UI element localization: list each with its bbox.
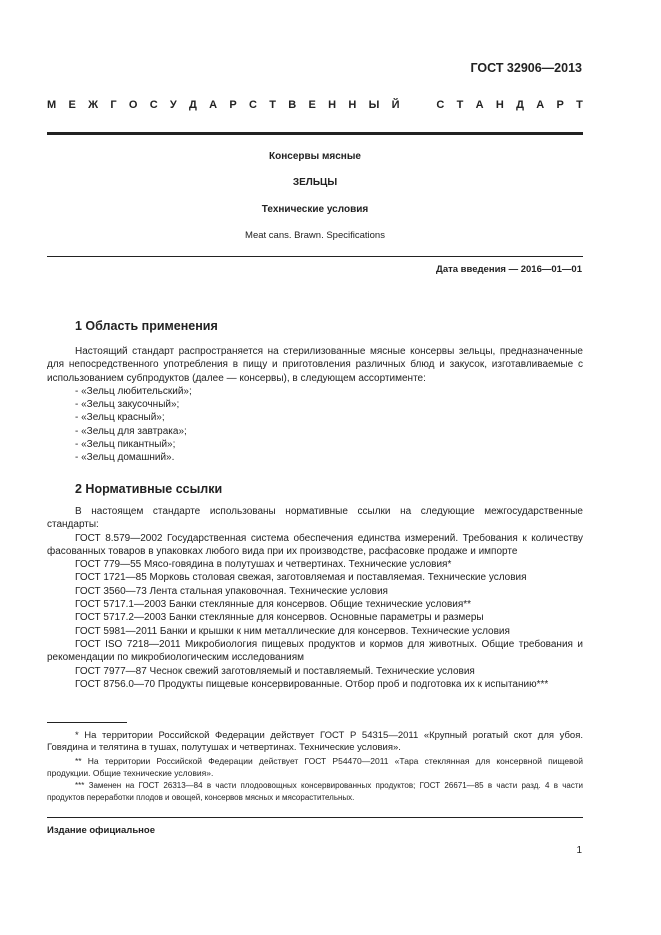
section-2-body (47, 505, 583, 691)
interstate-letter: М (47, 99, 57, 111)
interstate-letter: Д (189, 99, 197, 111)
title-english: Meat cans. Brawn. Specifications (245, 230, 385, 241)
interstate-letter: Т (456, 99, 464, 111)
footnote-1-text: * На территории Российской Федерации действует ГОСТ Р 54315—2011 «Крупный рогатый скот для убоя. Говядина и телятина в тушах, полутушах и четвертинах. Технические условия». (47, 730, 583, 753)
section-1-body (47, 345, 583, 465)
title-rule (47, 256, 583, 257)
normative-reference: ГОСТ 3560—73 Лента стальная упаковочная. Технические условия (75, 585, 388, 597)
gost-number: ГОСТ 32906—2013 (470, 61, 582, 75)
title-product-group: Консервы мясные (269, 151, 361, 162)
normative-reference: ГОСТ ISO 7218—2011 Микробиология пищевых продуктов и кормов для животных. Общие требования и рекомендации по микробиологическим исследованиям (47, 638, 583, 664)
normative-reference: ГОСТ 5717.1—2003 Банки стеклянные для консервов. Общие технические условия** (75, 599, 472, 611)
normative-reference: ГОСТ 7977—87 Чеснок свежий заготовляемый и поставляемый. Технические условия (75, 665, 475, 677)
interstate-letter: Д (516, 99, 524, 111)
interstate-letter: Р (229, 99, 237, 111)
interstate-letter: Ж (88, 99, 99, 111)
interstate-letter: Т (269, 99, 276, 111)
section-1-heading: 1 Область применения (75, 319, 218, 333)
official-edition-label: Издание официальное (47, 825, 155, 836)
interstate-letter: Р (556, 99, 564, 111)
assortment-list-item: - «Зельц пикантный»; (75, 439, 176, 451)
footnote-rule (47, 722, 127, 723)
normative-reference: ГОСТ 5981—2011 Банки и крышки к ним металлические для консервов. Технические условия (75, 625, 510, 637)
interstate-letter: Ы (368, 99, 380, 111)
interstate-letter: Г (110, 99, 117, 111)
title-spec: Технические условия (261, 204, 369, 215)
header-rule (47, 132, 583, 135)
interstate-letter: С (436, 99, 445, 111)
interstate-letter: С (249, 99, 257, 111)
footnote-2-text: ** На территории Российской Федерации действует ГОСТ Р54470—2011 «Тара стеклянная для консервной пищевой продукции. Общие технические условия». (47, 756, 583, 778)
page-number: 1 (576, 845, 582, 856)
normative-reference: ГОСТ 779—55 Мясо-говядина в полутушах и четвертинах. Технические условия* (75, 559, 452, 571)
normative-reference: ГОСТ 8.579—2002 Государственная система обеспечения единства измерений. Требования к количеству фасованных товаров в упаковках любого вида при их производстве, расфасовке продаже и импорте (47, 532, 583, 557)
footnote-2 (47, 755, 583, 779)
interstate-letter: С (149, 99, 158, 111)
interstate-letter: У (169, 99, 177, 111)
interstate-letter: Н (328, 99, 337, 111)
normative-reference: ГОСТ 1721—85 Морковь столовая свежая, заготовляемая и поставляемая. Технические условия (75, 572, 527, 584)
interstate-letter: В (288, 99, 297, 111)
section-1-paragraph: Настоящий стандарт распространяется на стерилизованные мясные консервы зельцы, предназначенные для непосредственного употребления в пищу и приготовления различных блюд и закусок, изготавливаемые с использованием субпродуктов (далее — консервы), в следующем ассортименте: (47, 346, 583, 384)
interstate-letter: Й (391, 99, 400, 111)
footer-rule (47, 817, 583, 818)
interstate-letter: Е (68, 99, 76, 111)
assortment-list-item: - «Зельц красный»; (75, 412, 165, 424)
footnote-1 (47, 730, 583, 754)
title-product: ЗЕЛЬЦЫ (292, 177, 338, 188)
interstate-letter: Т (576, 99, 583, 111)
interstate-letter: Н (495, 99, 504, 111)
interstate-letter: Е (308, 99, 316, 111)
assortment-list-item: - «Зельц для завтрака»; (75, 425, 187, 437)
assortment-list-item: - «Зельц любительский»; (75, 385, 192, 397)
interstate-letter: А (536, 99, 545, 111)
interstate-letter: О (128, 99, 138, 111)
section-2-paragraph: В настоящем стандарте использованы нормативные ссылки на следующие межгосударственные стандарты: (47, 506, 583, 531)
interstate-standard-title (47, 99, 583, 111)
interstate-letter: А (209, 99, 218, 111)
normative-reference: ГОСТ 8756.0—70 Продукты пищевые консервированные. Отбор проб и подготовка их к испытанию*** (75, 678, 549, 690)
assortment-list-item: - «Зельц закусочный»; (75, 399, 180, 411)
footnote-3 (47, 780, 583, 804)
section-2-heading: 2 Нормативные ссылки (75, 482, 223, 496)
effective-date: Дата введения — 2016—01—01 (436, 264, 582, 275)
interstate-letter: Н (348, 99, 357, 111)
footnote-3-text: *** Заменен на ГОСТ 26313—84 в части плодоовощных консервированных продуктов; ГОСТ 26671—85 в части разд. 4 в части продуктов переработки плодов и овощей, консервов мясных и мясорастительных. (47, 781, 583, 802)
interstate-letter: А (475, 99, 484, 111)
assortment-list-item: - «Зельц домашний». (75, 452, 175, 464)
normative-reference: ГОСТ 5717.2—2003 Банки стеклянные для консервов. Основные параметры и размеры (75, 612, 484, 624)
